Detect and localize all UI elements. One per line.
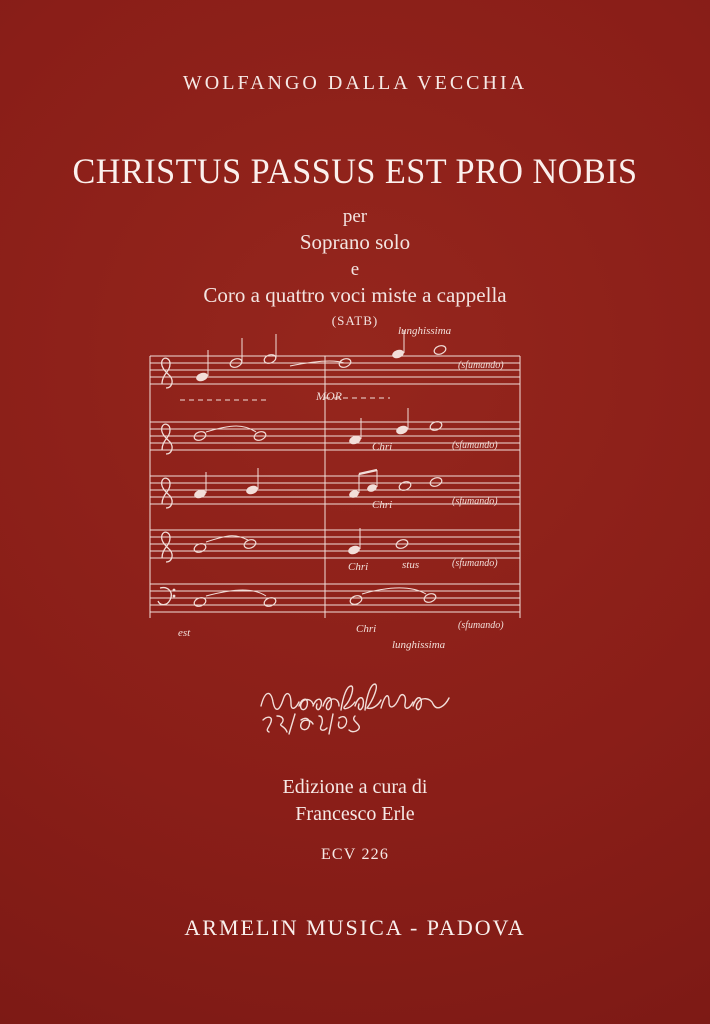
editor-line-1: Edizione a cura di [282, 776, 428, 798]
subtitle-per: per [342, 206, 368, 227]
svg-text:(sfumando): (sfumando) [458, 360, 504, 371]
svg-text:stus: stus [402, 559, 420, 571]
svg-text:est: est [178, 627, 191, 639]
subtitle-conjunction: e [350, 259, 360, 281]
svg-text:MOR: MOR [316, 389, 342, 403]
publisher-name: ARMELIN MUSICA - PADOVA [184, 915, 526, 940]
catalog-number: ECV 226 [320, 846, 390, 863]
page-title: CHRISTUS PASSUS EST PRO NOBIS [72, 151, 638, 191]
svg-text:(sfumando): (sfumando) [452, 558, 498, 569]
score-caption-top: lunghissima [398, 325, 452, 337]
composer-signature [0, 676, 710, 743]
svg-text:Chri: Chri [372, 499, 393, 511]
editor-credit [0, 774, 710, 828]
svg-text:Chri: Chri [348, 561, 369, 573]
subtitle-choir: Coro a quattro voci miste a cappella [203, 283, 507, 308]
svg-text:(sfumando): (sfumando) [452, 440, 498, 451]
editor-line-2: Francesco Erle [295, 803, 415, 825]
svg-text:Chri: Chri [356, 623, 377, 635]
subtitle-block [0, 204, 710, 330]
subtitle-solo: Soprano solo [299, 230, 411, 255]
music-score-facsimile [140, 318, 560, 658]
svg-text:Chri: Chri [372, 441, 393, 453]
score-caption-bottom: lunghissima [392, 639, 446, 651]
subtitle-voices: (SATB) [331, 313, 379, 329]
composer-name: WOLFANGO DALLA VECCHIA [182, 72, 528, 94]
svg-text:(sfumando): (sfumando) [452, 496, 498, 507]
svg-text:(sfumando): (sfumando) [458, 620, 504, 631]
